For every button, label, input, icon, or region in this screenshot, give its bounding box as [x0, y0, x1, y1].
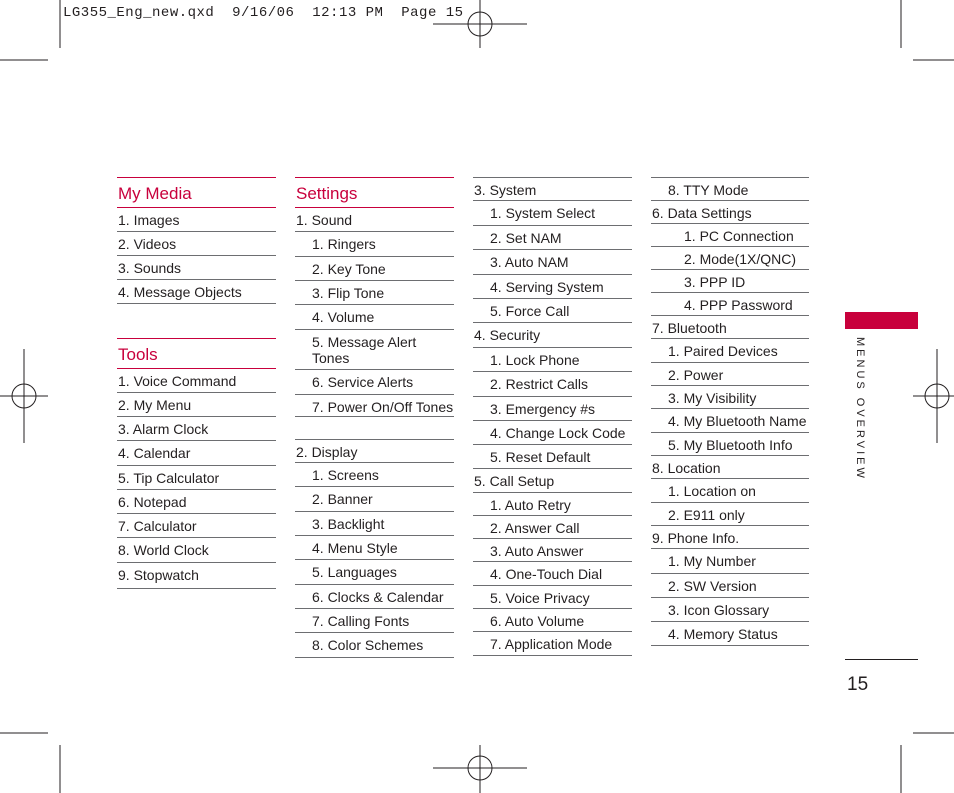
submenu-item: 4. My Bluetooth Name [651, 409, 809, 433]
submenu-item: 4. Volume [295, 305, 454, 330]
print-slug: LG355_Eng_new.qxd 9/16/06 12:13 PM Page 15 [63, 5, 464, 21]
submenu-item: 1. Lock Phone [473, 348, 632, 372]
submenu-item: 4. One-Touch Dial [473, 562, 632, 586]
submenu-item: 1. My Number [651, 549, 809, 574]
submenu-item: 2. Key Tone [295, 257, 454, 281]
menu-item-location: 8. Location [651, 456, 809, 479]
submenu-item: 4. PPP Password [651, 293, 809, 316]
submenu-item: 5. Voice Privacy [473, 586, 632, 609]
submenu-item: 3. Flip Tone [295, 281, 454, 305]
submenu-item: 5. Reset Default [473, 445, 632, 469]
submenu-item: 3. Emergency #s [473, 397, 632, 421]
menu-item: 7. Calculator [117, 514, 276, 538]
submenu-item: 3. Icon Glossary [651, 598, 809, 622]
submenu-item: 7. Calling Fonts [295, 609, 454, 633]
menu-item: 3. Sounds [117, 256, 276, 280]
menu-item: 8. World Clock [117, 538, 276, 563]
section-heading-settings: Settings [295, 177, 454, 208]
menu-item: 4. Calendar [117, 441, 276, 466]
submenu-item: 4. Memory Status [651, 622, 809, 646]
section-heading-tools: Tools [117, 338, 276, 369]
page-number: 15 [847, 674, 869, 695]
column-settings [295, 177, 454, 658]
submenu-item: 3. Auto Answer [473, 539, 632, 562]
section-side-label: MENUS OVERVIEW [854, 337, 866, 481]
submenu-item: 1. PC Connection [651, 224, 809, 247]
submenu-item: 3. Backlight [295, 512, 454, 536]
submenu-item: 1. Auto Retry [473, 493, 632, 516]
submenu-item: 1. System Select [473, 201, 632, 226]
submenu-item: 6. Clocks & Calendar [295, 585, 454, 609]
menu-item: 3. Alarm Clock [117, 417, 276, 441]
section-tab-marker [845, 312, 918, 329]
submenu-item: 5. Languages [295, 560, 454, 585]
submenu-item: 1. Paired Devices [651, 339, 809, 363]
menu-item: 2. Videos [117, 232, 276, 256]
column-my-media-tools [117, 177, 276, 589]
submenu-item: 8. TTY Mode [651, 177, 809, 201]
submenu-item: 4. Change Lock Code [473, 421, 632, 445]
submenu-item: 3. My Visibility [651, 386, 809, 409]
submenu-item: 4. Serving System [473, 275, 632, 299]
submenu-item: 6. Auto Volume [473, 609, 632, 632]
menu-item-data-settings: 6. Data Settings [651, 201, 809, 224]
submenu-item: 2. SW Version [651, 574, 809, 598]
menu-item: 6. Notepad [117, 490, 276, 514]
column-data-bluetooth-location-phone-info [651, 177, 809, 646]
section-heading-my-media: My Media [117, 177, 276, 208]
submenu-item: 2. Mode(1X/QNC) [651, 247, 809, 270]
submenu-item: 2. Restrict Calls [473, 372, 632, 397]
menu-item: 1. Images [117, 208, 276, 232]
submenu-item: 1. Screens [295, 463, 454, 487]
page-number-rule [845, 659, 918, 660]
submenu-item: 3. PPP ID [651, 270, 809, 293]
menu-item: 1. Voice Command [117, 369, 276, 393]
menu-item: 2. My Menu [117, 393, 276, 417]
submenu-item: 5. Force Call [473, 299, 632, 323]
menu-item-call-setup: 5. Call Setup [473, 469, 632, 493]
submenu-item: 2. Banner [295, 487, 454, 512]
menu-item-display: 2. Display [295, 439, 454, 463]
submenu-item: 1. Ringers [295, 232, 454, 257]
submenu-item: 8. Color Schemes [295, 633, 454, 658]
submenu-item: 5. Message Alert Tones [295, 330, 454, 370]
submenu-item: 4. Menu Style [295, 536, 454, 560]
submenu-item: 6. Service Alerts [295, 370, 454, 395]
menu-item: 5. Tip Calculator [117, 466, 276, 490]
submenu-item: 2. E911 only [651, 503, 809, 526]
submenu-item: 7. Application Mode [473, 632, 632, 656]
submenu-item: 5. My Bluetooth Info [651, 433, 809, 456]
submenu-item: 2. Answer Call [473, 516, 632, 539]
submenu-item: 2. Power [651, 363, 809, 386]
column-system-security-call-setup [473, 177, 632, 656]
menu-item-phone-info: 9. Phone Info. [651, 526, 809, 549]
menu-item: 4. Message Objects [117, 280, 276, 304]
menu-item: 9. Stopwatch [117, 563, 276, 589]
menu-item-bluetooth: 7. Bluetooth [651, 316, 809, 339]
menu-item-sound: 1. Sound [295, 208, 454, 232]
submenu-item: 7. Power On/Off Tones [295, 395, 454, 417]
submenu-item: 2. Set NAM [473, 226, 632, 250]
submenu-item: 3. Auto NAM [473, 250, 632, 275]
menu-item-security: 4. Security [473, 323, 632, 348]
menu-item-system: 3. System [473, 177, 632, 201]
submenu-item: 1. Location on [651, 479, 809, 503]
